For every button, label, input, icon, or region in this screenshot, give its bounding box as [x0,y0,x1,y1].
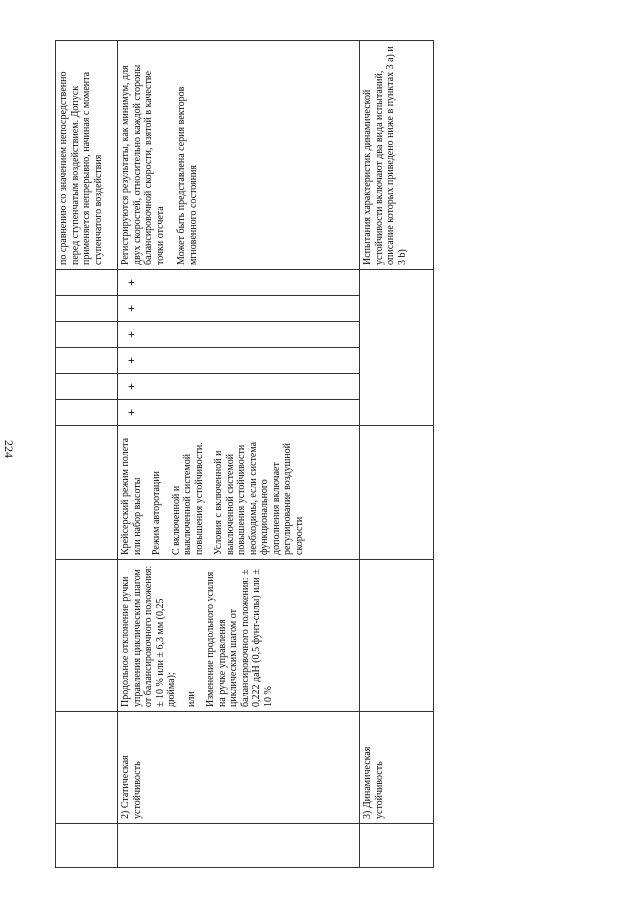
cell-empty [360,270,434,426]
requirements-table [55,40,434,868]
tolerance-text: Продольное отклонение ручки управления циклическим шагом от балансировочного положения: ± 10 % или ± 6,3 мм (0,25 дюйма); [120,565,177,707]
plus-mark: + [118,374,360,400]
remarks-cell: по сравнению со значением непосредственно перед ступенчатым воздействием. Допуск применяется непрерывно, начиная с момента ступенчатого воздействия [56,41,118,270]
condition-text: С включенной и выключенной системой повышения устойчивости. [170,442,205,555]
cell-empty [56,560,118,712]
rotated-table-container [55,41,433,868]
plus-mark: + [118,400,360,426]
test-name-cell: 3) Динамическая устойчивость [360,712,434,824]
cell-empty [118,824,360,868]
cell-empty [56,296,118,322]
cell-empty [56,322,118,348]
cell-empty [56,426,118,560]
table-row-static-stability [118,41,360,868]
cell-empty [360,426,434,560]
page-number: 224 [2,440,16,458]
cell-empty [56,400,118,426]
condition-text: Крейсерский режим полета или набор высоты [120,437,143,555]
remarks-text: Может быть представлена серия векторов мгновенного состояния [176,86,199,265]
cell-empty [56,348,118,374]
tolerance-cell [118,560,360,712]
condition-text: Режим авторотации [151,471,162,555]
cell-empty [360,824,434,868]
tolerance-text: Изменение продольного усилия на ручке управления циклическим шагом от балансировочного положения: ± 0,222 даН (0,5 фунт-силы) или ± 10 % [205,569,274,707]
cell-empty [56,270,118,296]
test-name-cell: 2) Статическая устойчивость [118,712,360,824]
condition-text: Условия с включенной и выключенной системой повышения устойчивости необходимы, если система функционального дополнения включает регулирование воздушной скорости [213,441,305,555]
conditions-cell [118,426,360,560]
table-row-dynamic-stability [360,41,434,868]
cell-empty [56,824,118,868]
tolerance-or: или [185,691,197,707]
plus-mark: + [118,322,360,348]
table-row-continuation [56,41,118,868]
cell-empty [56,374,118,400]
remarks-cell: Испытания характеристик динамической устойчивости включают два вида испытаний, описание которых приведено ниже в пунктах 3 а) и 3 b) [360,41,434,270]
cell-empty [56,712,118,824]
plus-mark: + [118,270,360,296]
cell-empty [360,560,434,712]
remarks-text: Регистрируются результаты, как минимум, для двух скоростей, относительно каждой стороны балансировочной скорости, взятой в качестве точки отсчета [120,64,166,265]
remarks-cell [118,41,360,270]
plus-mark: + [118,348,360,374]
plus-mark: + [118,296,360,322]
